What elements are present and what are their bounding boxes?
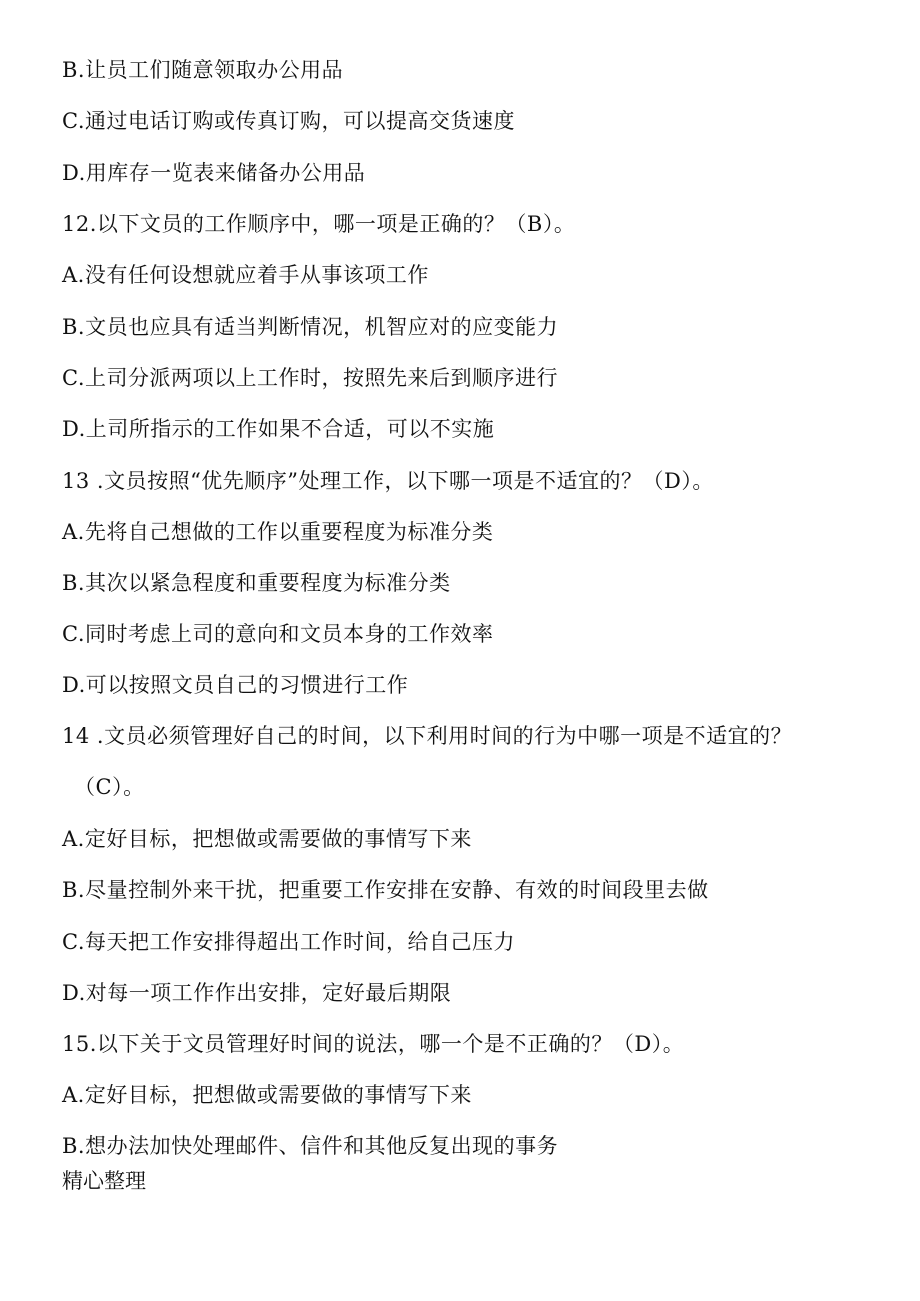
q15-option-a: A.定好目标，把想做或需要做的事情写下来	[62, 1083, 472, 1107]
q14-option-b: B.尽量控制外来干扰，把重要工作安排在安静、有效的时间段里去做	[62, 878, 709, 902]
q14-option-a: A.定好目标，把想做或需要做的事情写下来	[62, 827, 472, 851]
q14-option-d: D.对每一项工作作出安排，定好最后期限	[62, 981, 452, 1005]
question-12: 12.以下文员的工作顺序中，哪一项是正确的？（B）。	[62, 212, 576, 236]
q12-option-d: D.上司所指示的工作如果不合适，可以不实施	[62, 417, 495, 441]
q13-option-a: A.先将自己想做的工作以重要程度为标准分类	[62, 520, 494, 544]
q13-option-c: C.同时考虑上司的意向和文员本身的工作效率	[62, 622, 494, 646]
q12-option-b: B.文员也应具有适当判断情况，机智应对的应变能力	[62, 315, 559, 339]
q13-option-d: D.可以按照文员自己的习惯进行工作	[62, 673, 409, 697]
q12-option-c: C.上司分派两项以上工作时，按照先来后到顺序进行	[62, 366, 558, 390]
q12-option-a: A.没有任何设想就应着手从事该项工作	[62, 263, 429, 287]
option-b-office-supplies: B.让员工们随意领取办公用品	[62, 58, 344, 82]
q14-option-c: C.每天把工作安排得超出工作时间，给自己压力	[62, 930, 515, 954]
q13-option-b: B.其次以紧急程度和重要程度为标准分类	[62, 571, 451, 595]
option-d-inventory-list: D.用库存一览表来储备办公用品	[62, 161, 366, 185]
question-14: 14 .文员必须管理好自己的时间，以下利用时间的行为中哪一项是不适宜的？	[62, 724, 793, 748]
question-14-answer: （C）。	[74, 775, 145, 799]
q15-option-b: B.想办法加快处理邮件、信件和其他反复出现的事务	[62, 1134, 559, 1158]
option-c-phone-fax-order: C.通过电话订购或传真订购，可以提高交货速度	[62, 109, 515, 133]
question-15: 15.以下关于文员管理好时间的说法，哪一个是不正确的？（D）。	[62, 1032, 685, 1056]
question-13: 13 .文员按照“优先顺序”处理工作，以下哪一项是不适宜的？（D）。	[62, 469, 714, 493]
footer-note: 精心整理	[62, 1169, 146, 1193]
